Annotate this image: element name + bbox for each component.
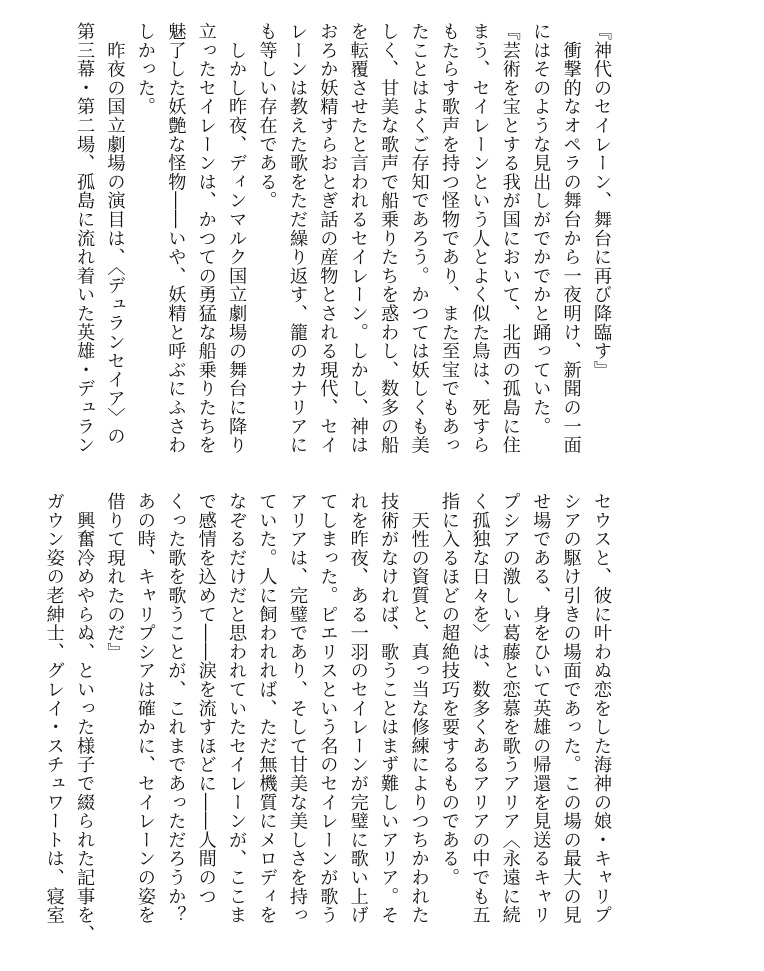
text-column: にはそのような見出しがでかでかと踊っていた。 xyxy=(530,22,552,436)
text-column: しかった。 xyxy=(134,22,156,116)
text-column: を転覆させたと言われるセイレーン。しかし、神は xyxy=(347,22,369,455)
text-column: 技術がなければ、歌うことはまず難しいアリア。そ xyxy=(378,492,400,925)
lower-text-block xyxy=(38,492,616,944)
text-column: 魅了した妖艶な怪物――いや、妖精と呼ぶにふさわ xyxy=(165,22,187,455)
text-column: 衝撃的なオペラの舞台から一夜明け、新聞の一面 xyxy=(560,22,582,455)
text-column: 天性の資質と、真っ当な修練によりつちかわれた xyxy=(408,492,430,925)
text-column: 第三幕・第二場、孤島に流れ着いた英雄・デュラン xyxy=(74,22,96,455)
text-column: おろか妖精すらおとぎ話の産物とされる現代、セイ xyxy=(317,22,339,455)
text-column: プシアの激しい葛藤と恋慕を歌うアリア〈永遠に続 xyxy=(499,492,521,925)
text-column: なぞるだけだと思われていたセイレーンが、ここま xyxy=(226,492,248,925)
text-column: 『芸術を宝とする我が国において、北西の孤島に住 xyxy=(499,22,521,455)
text-column: しかし昨夜、ディンマルク国立劇場の舞台に降り xyxy=(226,22,248,455)
text-column: もたらす歌声を持つ怪物であり、また至宝でもあっ xyxy=(438,22,460,455)
text-column: しく、甘美な歌声で船乗りたちを惑わし、数多の船 xyxy=(378,22,400,455)
upper-text-block xyxy=(69,22,616,462)
text-column: ガウン姿の老紳士、グレイ・スチュワートは、寝室 xyxy=(43,492,65,925)
text-column: くった歌を歌うことが、これまであっただろうか？ xyxy=(165,492,187,925)
text-column: たことはよくご存知であろう。かつては妖しくも美 xyxy=(408,22,430,455)
text-column: アリアは、完璧であり、そして甘美な美しさを持っ xyxy=(286,492,308,925)
text-column: せ場である、身をひいて英雄の帰還を見送るキャリ xyxy=(530,492,552,925)
text-column: で感情を込めて――涙を流すほどに――人間のつ xyxy=(195,492,217,906)
text-column: も等しい存在である。 xyxy=(256,22,278,210)
text-column: 指に入るほどの超絶技巧を要するものである。 xyxy=(438,492,460,887)
text-column: れを昨夜、ある一羽のセイレーンが完璧に歌い上げ xyxy=(347,492,369,925)
text-column: レーンは教えた歌をただ繰り返す、籠のカナリアに xyxy=(286,22,308,455)
text-column: あの時、キャリプシアは確かに、セイレーンの姿を xyxy=(134,492,156,925)
text-column: てしまった。ピエリスという名のセイレーンが歌う xyxy=(317,492,339,925)
text-column: 昨夜の国立劇場の演目は、〈デュランセイア〉の xyxy=(104,22,126,446)
text-column: ていた。人に飼われれば、ただ無機質にメロディを xyxy=(256,492,278,925)
text-column: セウスと、彼に叶わぬ恋をした海神の娘・キャリプ xyxy=(591,492,612,925)
text-column: 借りて現れたのだ』 xyxy=(104,492,126,662)
text-column: く孤独な日々を〉は、数多くあるアリアの中でも五 xyxy=(469,492,491,925)
text-column: 興奮冷めやらぬ、といった様子で綴られた記事を、 xyxy=(74,492,96,944)
text-column: シアの駆け引きの場面であった。この場の最大の見 xyxy=(560,492,582,925)
text-column: まう、セイレーンという人とよく似た鳥は、死すら xyxy=(469,22,491,455)
text-column: 立ったセイレーンは、かつての勇猛な船乗りたちを xyxy=(195,22,217,455)
text-column: 『神代のセイレーン、舞台に再び降臨す』 xyxy=(591,22,612,380)
